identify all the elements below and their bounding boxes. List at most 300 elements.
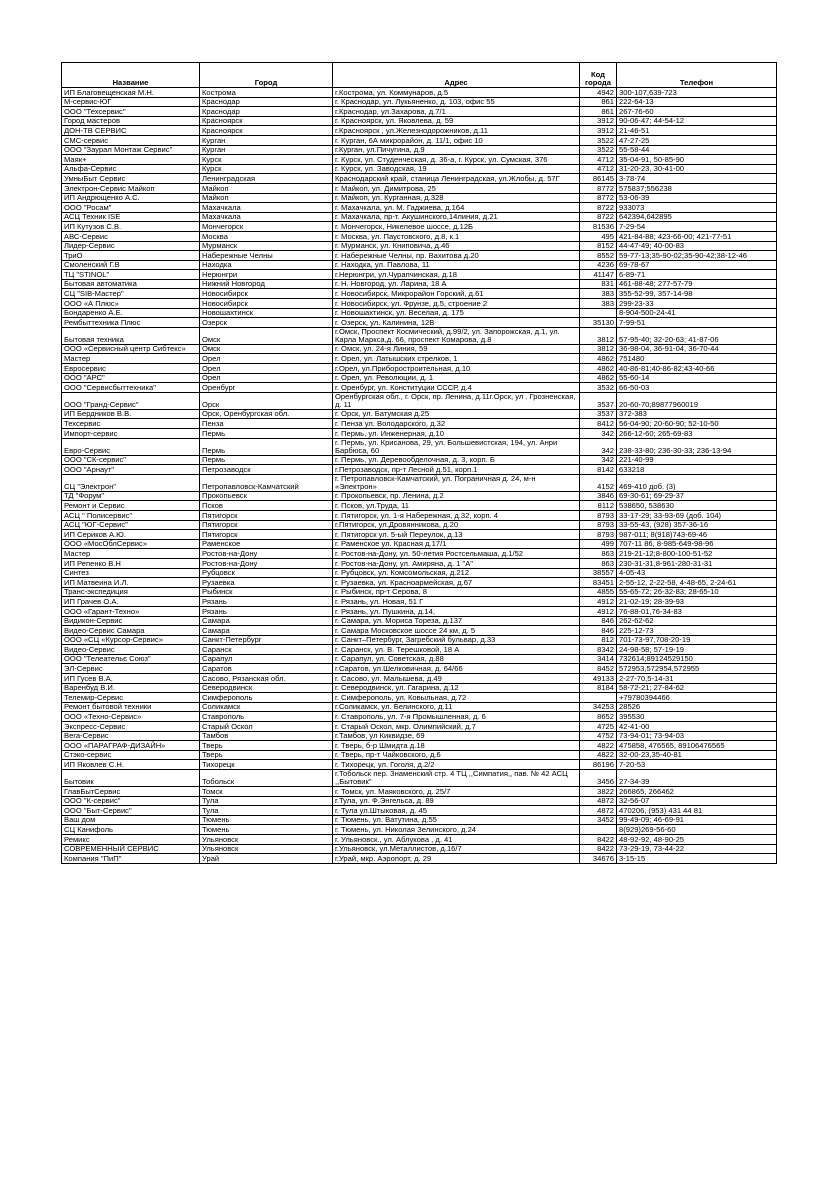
cell-code: 3537 [580, 409, 617, 419]
table-body [62, 88, 777, 864]
cell-address: г. Тверь, пр-т Чайковского, д.6 [333, 750, 580, 760]
cell-address: г. Тула ул.Штыковая, д. 45 [333, 806, 580, 816]
table-row [62, 465, 777, 475]
cell-city: Самара [200, 616, 333, 626]
cell-code: 8793 [580, 520, 617, 530]
cell-phone: 90-06-47; 44-54-12 [617, 116, 777, 126]
cell-address: г. Новосибирск, Микрорайон Горский, д.61 [333, 289, 580, 299]
header-phone: Телефон [617, 63, 777, 88]
cell-code: 4942 [580, 88, 617, 98]
table-row [62, 683, 777, 693]
cell-name: Лидер-Сервис [62, 241, 200, 251]
cell-code: 4855 [580, 587, 617, 597]
table-row [62, 587, 777, 597]
table-row [62, 722, 777, 732]
cell-address: г.Орел, ул.Приборостроительная, д.10 [333, 364, 580, 374]
cell-phone: 57-95-40; 32-20-63; 41-87-06 [617, 327, 777, 344]
cell-phone: 35-04-91, 50-85-90 [617, 155, 777, 165]
table-row [62, 815, 777, 825]
cell-address: г. Новосибирск, ул. Фрунзе, д.5, строение 2 [333, 299, 580, 309]
cell-name: Техсервис [62, 419, 200, 429]
cell-city: Прокопьевск [200, 491, 333, 501]
cell-city: Орск, Оренбургская обл. [200, 409, 333, 419]
table-row [62, 530, 777, 540]
cell-address: г. Северодвинск, ул. Гагарина, д.12 [333, 683, 580, 693]
table-row [62, 834, 777, 844]
cell-code: 4872 [580, 806, 617, 816]
cell-name: ООО "СК-сервис" [62, 455, 200, 465]
cell-city: Майкоп [200, 193, 333, 203]
cell-name: ООО «Сервисный центр Сибтекс» [62, 344, 200, 354]
cell-name: Ремикс [62, 834, 200, 844]
cell-city: Ростов-на-Дону [200, 558, 333, 568]
cell-phone: 219-21-12;8-800-100-51-52 [617, 549, 777, 559]
cell-city: Томск [200, 787, 333, 797]
cell-phone: 32-56-07 [617, 796, 777, 806]
cell-address: г.Омск, Проспект Космический, д.99/2, ул. Запорожская, д.1, ул. Карла Маркса,д. 66, проспект Комарова, д.8 [333, 327, 580, 344]
cell-address: г. Пермь, ул. Деревообделочная, д. 3, корп. Б [333, 455, 580, 465]
cell-address: г.Красноярск , ул.Железнодорожников, д.11 [333, 126, 580, 136]
table-row [62, 222, 777, 232]
cell-name: М-сервис-ЮГ [62, 97, 200, 107]
cell-phone: 21-46-51 [617, 126, 777, 136]
cell-phone: 642394,642895 [617, 212, 777, 222]
table-row [62, 251, 777, 261]
cell-city: Краснодар [200, 97, 333, 107]
cell-address: г. Пермь, ул. Крисанова, 29, ул. Большевистская, 194, ул. Анри Барбюса, 60 [333, 438, 580, 455]
cell-address: Оренбургская обл., г. Орск, пр. Ленина, д.11г.Орск, ул . Грозненская, д. 11 [333, 392, 580, 409]
cell-phone: 44-47-49; 40-00-83 [617, 241, 777, 251]
cell-code: 8342 [580, 645, 617, 655]
cell-name: АСЦ Техник ISE [62, 212, 200, 222]
cell-city: Тверь [200, 741, 333, 751]
cell-name: ГлавБытСервис [62, 787, 200, 797]
cell-address: г. Пенза ул. Володарского, д.32 [333, 419, 580, 429]
cell-address: г. Рузаевка, ул. Красноармейская, д.67 [333, 578, 580, 588]
table-row [62, 260, 777, 270]
table-row [62, 501, 777, 511]
cell-name: СЦ Канифоль [62, 825, 200, 835]
cell-phone: 701-73-97,708-20-19 [617, 635, 777, 645]
cell-name: Видео-Сервис [62, 645, 200, 655]
table-row [62, 597, 777, 607]
cell-address: г. Находка, ул. Павлова, 11 [333, 260, 580, 270]
cell-address: г. Рязань, ул. Новая, 51 Г [333, 597, 580, 607]
cell-name: ООО "Арнаут" [62, 465, 200, 475]
cell-address: г. Курск, ул. Студенческая, д. 36-а, г. Курск, ул. Сумская, 376 [333, 155, 580, 165]
cell-name: Маяк+ [62, 155, 200, 165]
cell-city: Кострома [200, 88, 333, 98]
cell-code: 3537 [580, 392, 617, 409]
cell-city: Пермь [200, 429, 333, 439]
table-row [62, 664, 777, 674]
cell-name: Бытовая техника [62, 327, 200, 344]
cell-code: 8412 [580, 419, 617, 429]
cell-address: г. Озерск, ул. Калинина, 12В [333, 318, 580, 328]
cell-code: 8793 [580, 530, 617, 540]
table-row [62, 491, 777, 501]
cell-name: ИП Яковлев С.Н. [62, 760, 200, 770]
cell-city: Новосибирск [200, 289, 333, 299]
cell-code: 3812 [580, 327, 617, 344]
cell-city: Москва [200, 231, 333, 241]
table-row [62, 635, 777, 645]
cell-code: 8112 [580, 501, 617, 511]
cell-phone: 28526 [617, 702, 777, 712]
cell-city: Орел [200, 354, 333, 364]
cell-name: Ремонт бытовой техники [62, 702, 200, 712]
cell-code: 4712 [580, 155, 617, 165]
cell-city: Саранск [200, 645, 333, 655]
table-row [62, 279, 777, 289]
cell-phone: 21-02-19; 28-39-93 [617, 597, 777, 607]
cell-name: АСЦ "ЮГ-Сервис" [62, 520, 200, 530]
cell-phone: 32-00-23,35-40-81 [617, 750, 777, 760]
cell-address: г. Махачкала, пр-т. Акушинского,14линия, д.21 [333, 212, 580, 222]
cell-code: 863 [580, 549, 617, 559]
cell-phone: 262-62-62 [617, 616, 777, 626]
cell-address: г. Старый Оскол, мкр. Олимпийский, д.7 [333, 722, 580, 732]
cell-city: Новосибирск [200, 299, 333, 309]
cell-name: Бытовая автоматика [62, 279, 200, 289]
cell-code: 3846 [580, 491, 617, 501]
cell-city: Тюмень [200, 815, 333, 825]
cell-phone: 55-58-44 [617, 145, 777, 155]
cell-code: 4712 [580, 164, 617, 174]
cell-name: ИП Андрющенко А.С. [62, 193, 200, 203]
cell-name: Варенбуд В.И. [62, 683, 200, 693]
cell-phone: 238-33-80; 236-30-33; 236-13-94 [617, 438, 777, 455]
cell-code: 3822 [580, 787, 617, 797]
cell-code: 3912 [580, 126, 617, 136]
table-row [62, 354, 777, 364]
cell-name: ИП Кутузов С.В. [62, 222, 200, 232]
cell-city: Находка [200, 260, 333, 270]
cell-name: Импорт-сервис [62, 429, 200, 439]
cell-address: г. Пятигорск ул. 5-ый Переулок, д.13 [333, 530, 580, 540]
cell-phone: 2-55-12, 2-22-58, 4-48-65, 2-24-61 [617, 578, 777, 588]
cell-phone: 42-41-00 [617, 722, 777, 732]
cell-code: 8184 [580, 683, 617, 693]
cell-name: Видикон-Сервис [62, 616, 200, 626]
table-row [62, 409, 777, 419]
table-row [62, 231, 777, 241]
cell-address: г. Орск, ул. Батумская д.25 [333, 409, 580, 419]
cell-code: 34676 [580, 854, 617, 864]
cell-name: ООО «ПАРАГРАФ-ДИЗАЙН» [62, 741, 200, 751]
cell-phone: 56-04-90; 20-60-90; 52-10-50 [617, 419, 777, 429]
cell-phone: 421-84-88; 423-66-00; 421-77-51 [617, 231, 777, 241]
header-code: Код города [580, 63, 617, 88]
cell-code: 8772 [580, 183, 617, 193]
cell-phone: 572953,572954,572955 [617, 664, 777, 674]
cell-phone: 7-20-53 [617, 760, 777, 770]
cell-phone: 395530 [617, 712, 777, 722]
cell-address: г.Тамбов, ул Киквидзе, 69 [333, 731, 580, 741]
table-row [62, 741, 777, 751]
cell-phone: 69-78-67 [617, 260, 777, 270]
table-row [62, 616, 777, 626]
cell-code: 863 [580, 558, 617, 568]
cell-code: 3414 [580, 654, 617, 664]
cell-code: 4822 [580, 750, 617, 760]
cell-address: г.Курган, ул.Пичугина, д.9 [333, 145, 580, 155]
cell-code: 4862 [580, 373, 617, 383]
header-name: Название [62, 63, 200, 88]
cell-phone: 99-49-09; 46-69-91 [617, 815, 777, 825]
cell-city: Старый Оскол [200, 722, 333, 732]
table-row [62, 558, 777, 568]
cell-code: 831 [580, 279, 617, 289]
cell-phone: 27-34-39 [617, 770, 777, 787]
cell-city: Петрозаводск [200, 465, 333, 475]
header-address: Адрес [333, 63, 580, 88]
cell-address: г. Ростов-на-Дону, ул. Амиряна, д. 1 "А" [333, 558, 580, 568]
cell-name: АВС-Сервис [62, 231, 200, 241]
cell-code: 8152 [580, 241, 617, 251]
cell-phone: 225-12-73 [617, 626, 777, 636]
cell-name: ООО "Телеательє Союз" [62, 654, 200, 664]
cell-code: 8552 [580, 251, 617, 261]
cell-code: 3456 [580, 770, 617, 787]
cell-address: г.Петрозаводск, пр-т Лесной д.51, корп.1 [333, 465, 580, 475]
cell-phone: 751480 [617, 354, 777, 364]
table-row [62, 674, 777, 684]
table-row [62, 174, 777, 184]
cell-address: г. Ростов-на-Дону, ул. 50-летия Ростсельмаша, д.1/52 [333, 549, 580, 559]
cell-phone: 267-76-60 [617, 107, 777, 117]
cell-phone: 66-50-03 [617, 383, 777, 393]
cell-code: 3912 [580, 116, 617, 126]
cell-code: 4862 [580, 364, 617, 374]
cell-name: УмныБыт Сервис [62, 174, 200, 184]
cell-city: Красноярск [200, 116, 333, 126]
cell-phone: 73-29-19, 73-44-22 [617, 844, 777, 854]
cell-name: ООО "Техсервис" [62, 107, 200, 117]
cell-code: 8722 [580, 203, 617, 213]
table-row [62, 241, 777, 251]
table-row [62, 825, 777, 835]
cell-city: Рязань [200, 606, 333, 616]
cell-city: Пятигорск [200, 510, 333, 520]
cell-phone: 575837;556238 [617, 183, 777, 193]
cell-address: Краснодарский край, станица Ленинградская, ул.Жлобы, д. 57Г [333, 174, 580, 184]
cell-code: 3532 [580, 383, 617, 393]
cell-code: 846 [580, 626, 617, 636]
cell-name: ООО «Техно-Сервис» [62, 712, 200, 722]
cell-phone: 469-410 доб. (3) [617, 474, 777, 491]
cell-city: Красноярск [200, 126, 333, 136]
table-row [62, 289, 777, 299]
table-row [62, 203, 777, 213]
table-row [62, 88, 777, 98]
table-row [62, 392, 777, 409]
table-row [62, 183, 777, 193]
cell-name: Город мастеров [62, 116, 200, 126]
cell-code: 342 [580, 429, 617, 439]
cell-address: г. Курск, ул. Заводская, 19 [333, 164, 580, 174]
cell-code: 3812 [580, 344, 617, 354]
cell-phone: 7-99-51 [617, 318, 777, 328]
cell-address: г. Мончегорск, Никелевое шоссе, д.12Б [333, 222, 580, 232]
cell-address: г. Краснодар, ул. Лукьяненко, д. 103, офис 55 [333, 97, 580, 107]
table-row [62, 770, 777, 787]
cell-code: 86145 [580, 174, 617, 184]
cell-name: ООО «А Плюс» [62, 299, 200, 309]
cell-name: ИП Репенко В.Н [62, 558, 200, 568]
cell-phone: 4-05-43 [617, 568, 777, 578]
cell-city: Пятигорск [200, 520, 333, 530]
table-row [62, 212, 777, 222]
table-row [62, 750, 777, 760]
header-city: Город [200, 63, 333, 88]
cell-city: Мурманск [200, 241, 333, 251]
table-row [62, 438, 777, 455]
cell-city: Тюмень [200, 825, 333, 835]
cell-address: г. Майкоп, ул. Курганная, д.328 [333, 193, 580, 203]
cell-address: г. Тихорецк, ул. Гоголя, д.2/2 [333, 760, 580, 770]
cell-address: г. Раменское ул. Красная д.17/1 [333, 539, 580, 549]
cell-code: 383 [580, 289, 617, 299]
cell-address: г. Орел, ул. Латышских стрелков, 1 [333, 354, 580, 364]
cell-phone: 36-98-04, 36-91-04, 36-70-44 [617, 344, 777, 354]
table-row [62, 145, 777, 155]
cell-city: Сасово, Рязанская обл. [200, 674, 333, 684]
table-row [62, 193, 777, 203]
table-row [62, 474, 777, 491]
cell-phone: 3-78-74 [617, 174, 777, 184]
table-row [62, 645, 777, 655]
cell-name: ООО «Гарант-Техно» [62, 606, 200, 616]
cell-name: ООО "АРС" [62, 373, 200, 383]
cell-address: г.Тобольск пер. Знаменский стр. 4 ТЦ ,,Симпатия,, пав. № 42 АСЦ ,,Бытовик" [333, 770, 580, 787]
cell-phone: 355-52-99, 357-14-98 [617, 289, 777, 299]
cell-address: г.Саратов, ул.Шелковичная, д. 64/66 [333, 664, 580, 674]
table-row [62, 126, 777, 136]
cell-address: г. Санкт–Петербург, Загребский бульвар, д.33 [333, 635, 580, 645]
table-row [62, 155, 777, 165]
cell-city: Ростов-на-Дону [200, 549, 333, 559]
table-row [62, 539, 777, 549]
cell-city: Симферополь [200, 693, 333, 703]
cell-phone: 55-60-14 [617, 373, 777, 383]
table-row [62, 654, 777, 664]
cell-address: г. Пятигорск, ул. 1-я Набережная, д.32, корп. 4 [333, 510, 580, 520]
cell-phone: +79780394466 [617, 693, 777, 703]
cell-phone: 55-65-72; 26-32-83; 28-65-10 [617, 587, 777, 597]
cell-city: Рыбинск [200, 587, 333, 597]
cell-address: г. Самара Московское шоссе 24 км, д. 5 [333, 626, 580, 636]
cell-city: Махачкала [200, 212, 333, 222]
cell-phone: 58-72-21; 27-84-62 [617, 683, 777, 693]
cell-name: Рембыттехника Плюс [62, 318, 200, 328]
cell-city: Тобольск [200, 770, 333, 787]
cell-code: 4152 [580, 474, 617, 491]
cell-city: Тула [200, 796, 333, 806]
cell-address: г.Соликамск, ул. Белинского, д.11 [333, 702, 580, 712]
cell-phone: 372-383 [617, 409, 777, 419]
cell-address: г. Н. Новгород, ул. Ларина, 18 А [333, 279, 580, 289]
cell-address: г.Краснодар, ул.Захарова, д.7/1 [333, 107, 580, 117]
cell-address: г. Орел, ул. Революции, д. 1 [333, 373, 580, 383]
cell-city: Набережные Челны [200, 251, 333, 261]
cell-phone: 222-64-13 [617, 97, 777, 107]
cell-city: Северодвинск [200, 683, 333, 693]
cell-code [580, 825, 617, 835]
cell-city: Рубцовск [200, 568, 333, 578]
cell-name: Бытовик [62, 770, 200, 787]
cell-name: ООО "Заурал Монтаж Сервис" [62, 145, 200, 155]
cell-code: 812 [580, 635, 617, 645]
cell-name: ООО "Росам" [62, 203, 200, 213]
cell-code: 35130 [580, 318, 617, 328]
cell-code: 861 [580, 107, 617, 117]
cell-name: Вега-Сервис [62, 731, 200, 741]
cell-address: г. Сарапул, ул. Советская, д.88 [333, 654, 580, 664]
cell-city: Курск [200, 164, 333, 174]
cell-phone: 987-011; 8(918)743-69-46 [617, 530, 777, 540]
cell-address: г. Курган, 6А микрорайон, д. 11/1, офис 10 [333, 135, 580, 145]
cell-name: Евро-Сервис [62, 438, 200, 455]
cell-city: Оренбург [200, 383, 333, 393]
cell-city: Ульяновск [200, 844, 333, 854]
cell-name: Стэко-сервис [62, 750, 200, 760]
cell-city: Пенза [200, 419, 333, 429]
cell-name: Синтез [62, 568, 200, 578]
cell-phone: 470206, (953) 431 44 81 [617, 806, 777, 816]
cell-address: г. Новошахтинск, ул. Веселая, д. 175 [333, 308, 580, 318]
cell-name: Мастер [62, 354, 200, 364]
cell-phone: 7-29-54 [617, 222, 777, 232]
cell-phone: 266-12-60; 265-69-83 [617, 429, 777, 439]
cell-city: Сарапул [200, 654, 333, 664]
cell-address: г. Оренбург, ул. Конституции СССР, д.4 [333, 383, 580, 393]
cell-address: г. Сасово, ул. Малышева, д.49 [333, 674, 580, 684]
cell-name: СОВРЕМЕННЫЙ СЕРВИС [62, 844, 200, 854]
cell-phone: 8(929)269-56-60 [617, 825, 777, 835]
cell-phone: 40-86-81;40-86-82;43-40-66 [617, 364, 777, 374]
service-centers-table [61, 62, 777, 864]
cell-name: Транс-экспедиция [62, 587, 200, 597]
cell-code: 4752 [580, 731, 617, 741]
cell-code: 34253 [580, 702, 617, 712]
cell-city: Майкоп [200, 183, 333, 193]
cell-city: Ставрополь [200, 712, 333, 722]
table-row [62, 578, 777, 588]
table-row [62, 854, 777, 864]
table-row [62, 760, 777, 770]
cell-city: Пятигорск [200, 530, 333, 540]
cell-code: 4872 [580, 796, 617, 806]
cell-phone: 69-30-61; 69-29-37 [617, 491, 777, 501]
cell-phone: 20-60-70;89877960019 [617, 392, 777, 409]
cell-address: г. Рязань, ул. Пушкина, д.14, [333, 606, 580, 616]
cell-city: Мончегорск [200, 222, 333, 232]
cell-city: Омск [200, 344, 333, 354]
cell-city: Саратов [200, 664, 333, 674]
cell-name: ДОН-ТВ СЕРВИС [62, 126, 200, 136]
cell-name: СЦ "Электрон" [62, 474, 200, 491]
cell-code: 38557 [580, 568, 617, 578]
cell-city: Петропавловск-Камчатский [200, 474, 333, 491]
cell-phone: 33-55-43, (928) 357-36-16 [617, 520, 777, 530]
cell-code: 383 [580, 299, 617, 309]
table-row [62, 626, 777, 636]
cell-code: 342 [580, 455, 617, 465]
cell-name: Альфа-Сервис [62, 164, 200, 174]
cell-city: Орск [200, 392, 333, 409]
cell-address: г.Кострома, ул. Коммунаров, д.5 [333, 88, 580, 98]
